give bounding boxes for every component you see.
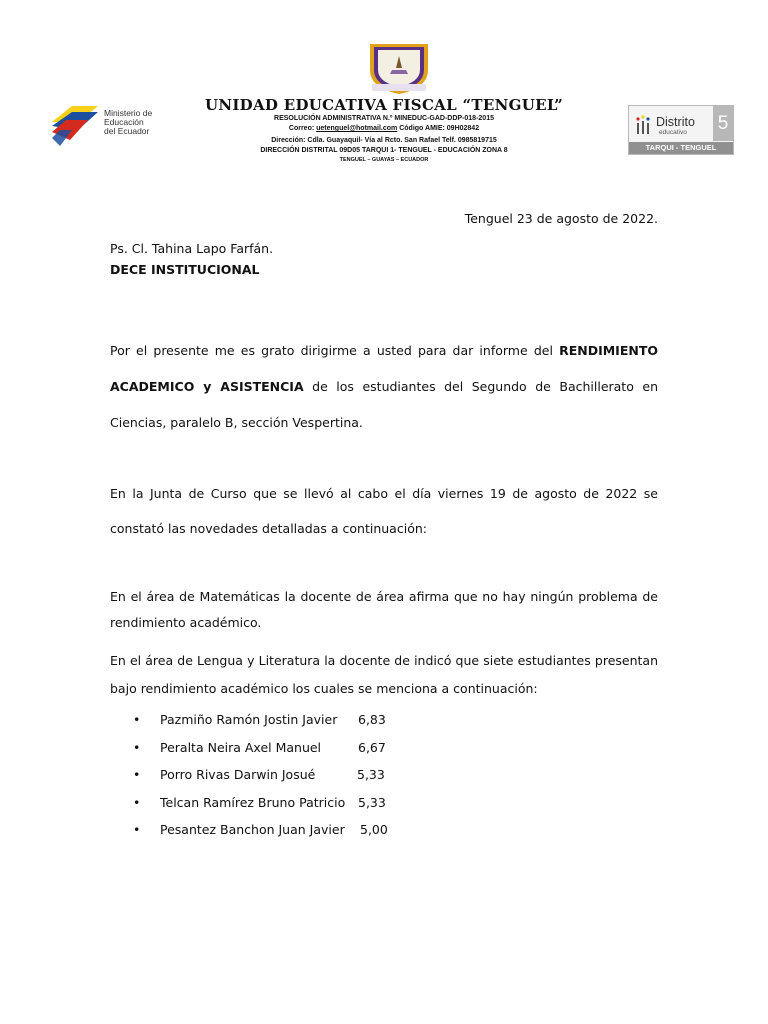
bullet-icon: •	[133, 739, 141, 755]
paragraph-lengua: En el área de Lengua y Literatura la docente de indicó que siete estudiantes presentan bajo rendimiento académico los cuales se menciona a continuación:	[110, 653, 658, 696]
email-label: Correo:	[288, 125, 315, 132]
distrito-educativo-logo	[628, 105, 734, 155]
paragraph-matematicas: En el área de Matemáticas la docente de área afirma que no hay ningún problema de rendimiento académico.	[110, 589, 658, 630]
intro-text-start: Por el presente me es grato dirigirme a usted para dar informe del	[110, 343, 560, 358]
student-grade: 6,67	[358, 739, 386, 755]
student-name: Pazmiño Ramón Jostin Javier	[160, 712, 338, 727]
bullet-icon: •	[133, 822, 141, 837]
distrito-title: Distrito	[656, 115, 695, 129]
paragraph-intro	[110, 333, 658, 441]
letterhead	[0, 0, 768, 175]
ministerio-line-3: del Ecuador	[104, 126, 150, 136]
student-name: Pesantez Banchon Juan Javier	[160, 822, 345, 837]
student-name: Telcan Ramírez Bruno Patricio	[160, 794, 346, 810]
bullet-icon: •	[133, 767, 141, 782]
paragraph-junta: En la Junta de Curso que se llevó al cabo el día viernes 19 de agosto de 2022 se constató las novedades detalladas a continuación:	[110, 486, 658, 536]
intro-text-end: de los estudiantes del Segundo de Bachillerato en Ciencias, paralelo B, sección Vespertina.	[110, 379, 658, 430]
student-grade: 5,00	[360, 822, 388, 837]
recipient-block	[110, 238, 658, 280]
email-link[interactable]: uetenguel@hotmail.com	[316, 125, 398, 132]
letter-date: Tenguel 23 de agosto de 2022.	[464, 211, 658, 226]
ministerio-line-2: Educación	[104, 117, 144, 127]
distrito-bar: TARQUI - TENGUEL	[629, 142, 733, 154]
student-grade: 5,33	[358, 794, 386, 810]
resolution-line: RESOLUCIÓN ADMINISTRATIVA N.º MINEDUC-GAD-DDP-018-2015	[274, 115, 494, 122]
distrito-people-icon	[635, 114, 653, 136]
student-name: Porro Rivas Darwin Josué	[160, 767, 316, 782]
recipient-name: Ps. Cl. Tahina Lapo Farfán.	[110, 241, 274, 256]
student-name: Peralta Neira Axel Manuel	[160, 739, 322, 755]
district-line: DIRECCIÓN DISTRITAL 09D05 TARQUI 1- TENGUEL - EDUCACIÓN ZONA 8	[260, 147, 508, 154]
location-line: TENGUEL – GUAYAS – ECUADOR	[339, 157, 429, 163]
bullet-icon: •	[133, 712, 141, 727]
distrito-number: 5	[713, 106, 733, 141]
intro-text-bold: RENDIMIENTO ACADEMICO y ASISTENCIA	[110, 343, 658, 394]
student-grade: 6,83	[358, 712, 386, 727]
bullet-icon: •	[133, 794, 141, 810]
ministerio-line-1: Ministerio de	[104, 108, 153, 118]
distrito-subtitle: educativo	[659, 129, 687, 136]
school-crest-icon	[364, 40, 434, 96]
recipient-role: DECE INSTITUCIONAL	[110, 262, 260, 277]
school-name: UNIDAD EDUCATIVA FISCAL “TENGUEL”	[204, 96, 564, 114]
student-grade: 5,33	[357, 767, 385, 782]
address-line: Dirección: Cdla. Guayaquil- Vía al Rcto. San Rafael Telf. 0985819715	[271, 137, 497, 144]
amie-code: Código AMIE: 09H02842	[399, 125, 480, 132]
